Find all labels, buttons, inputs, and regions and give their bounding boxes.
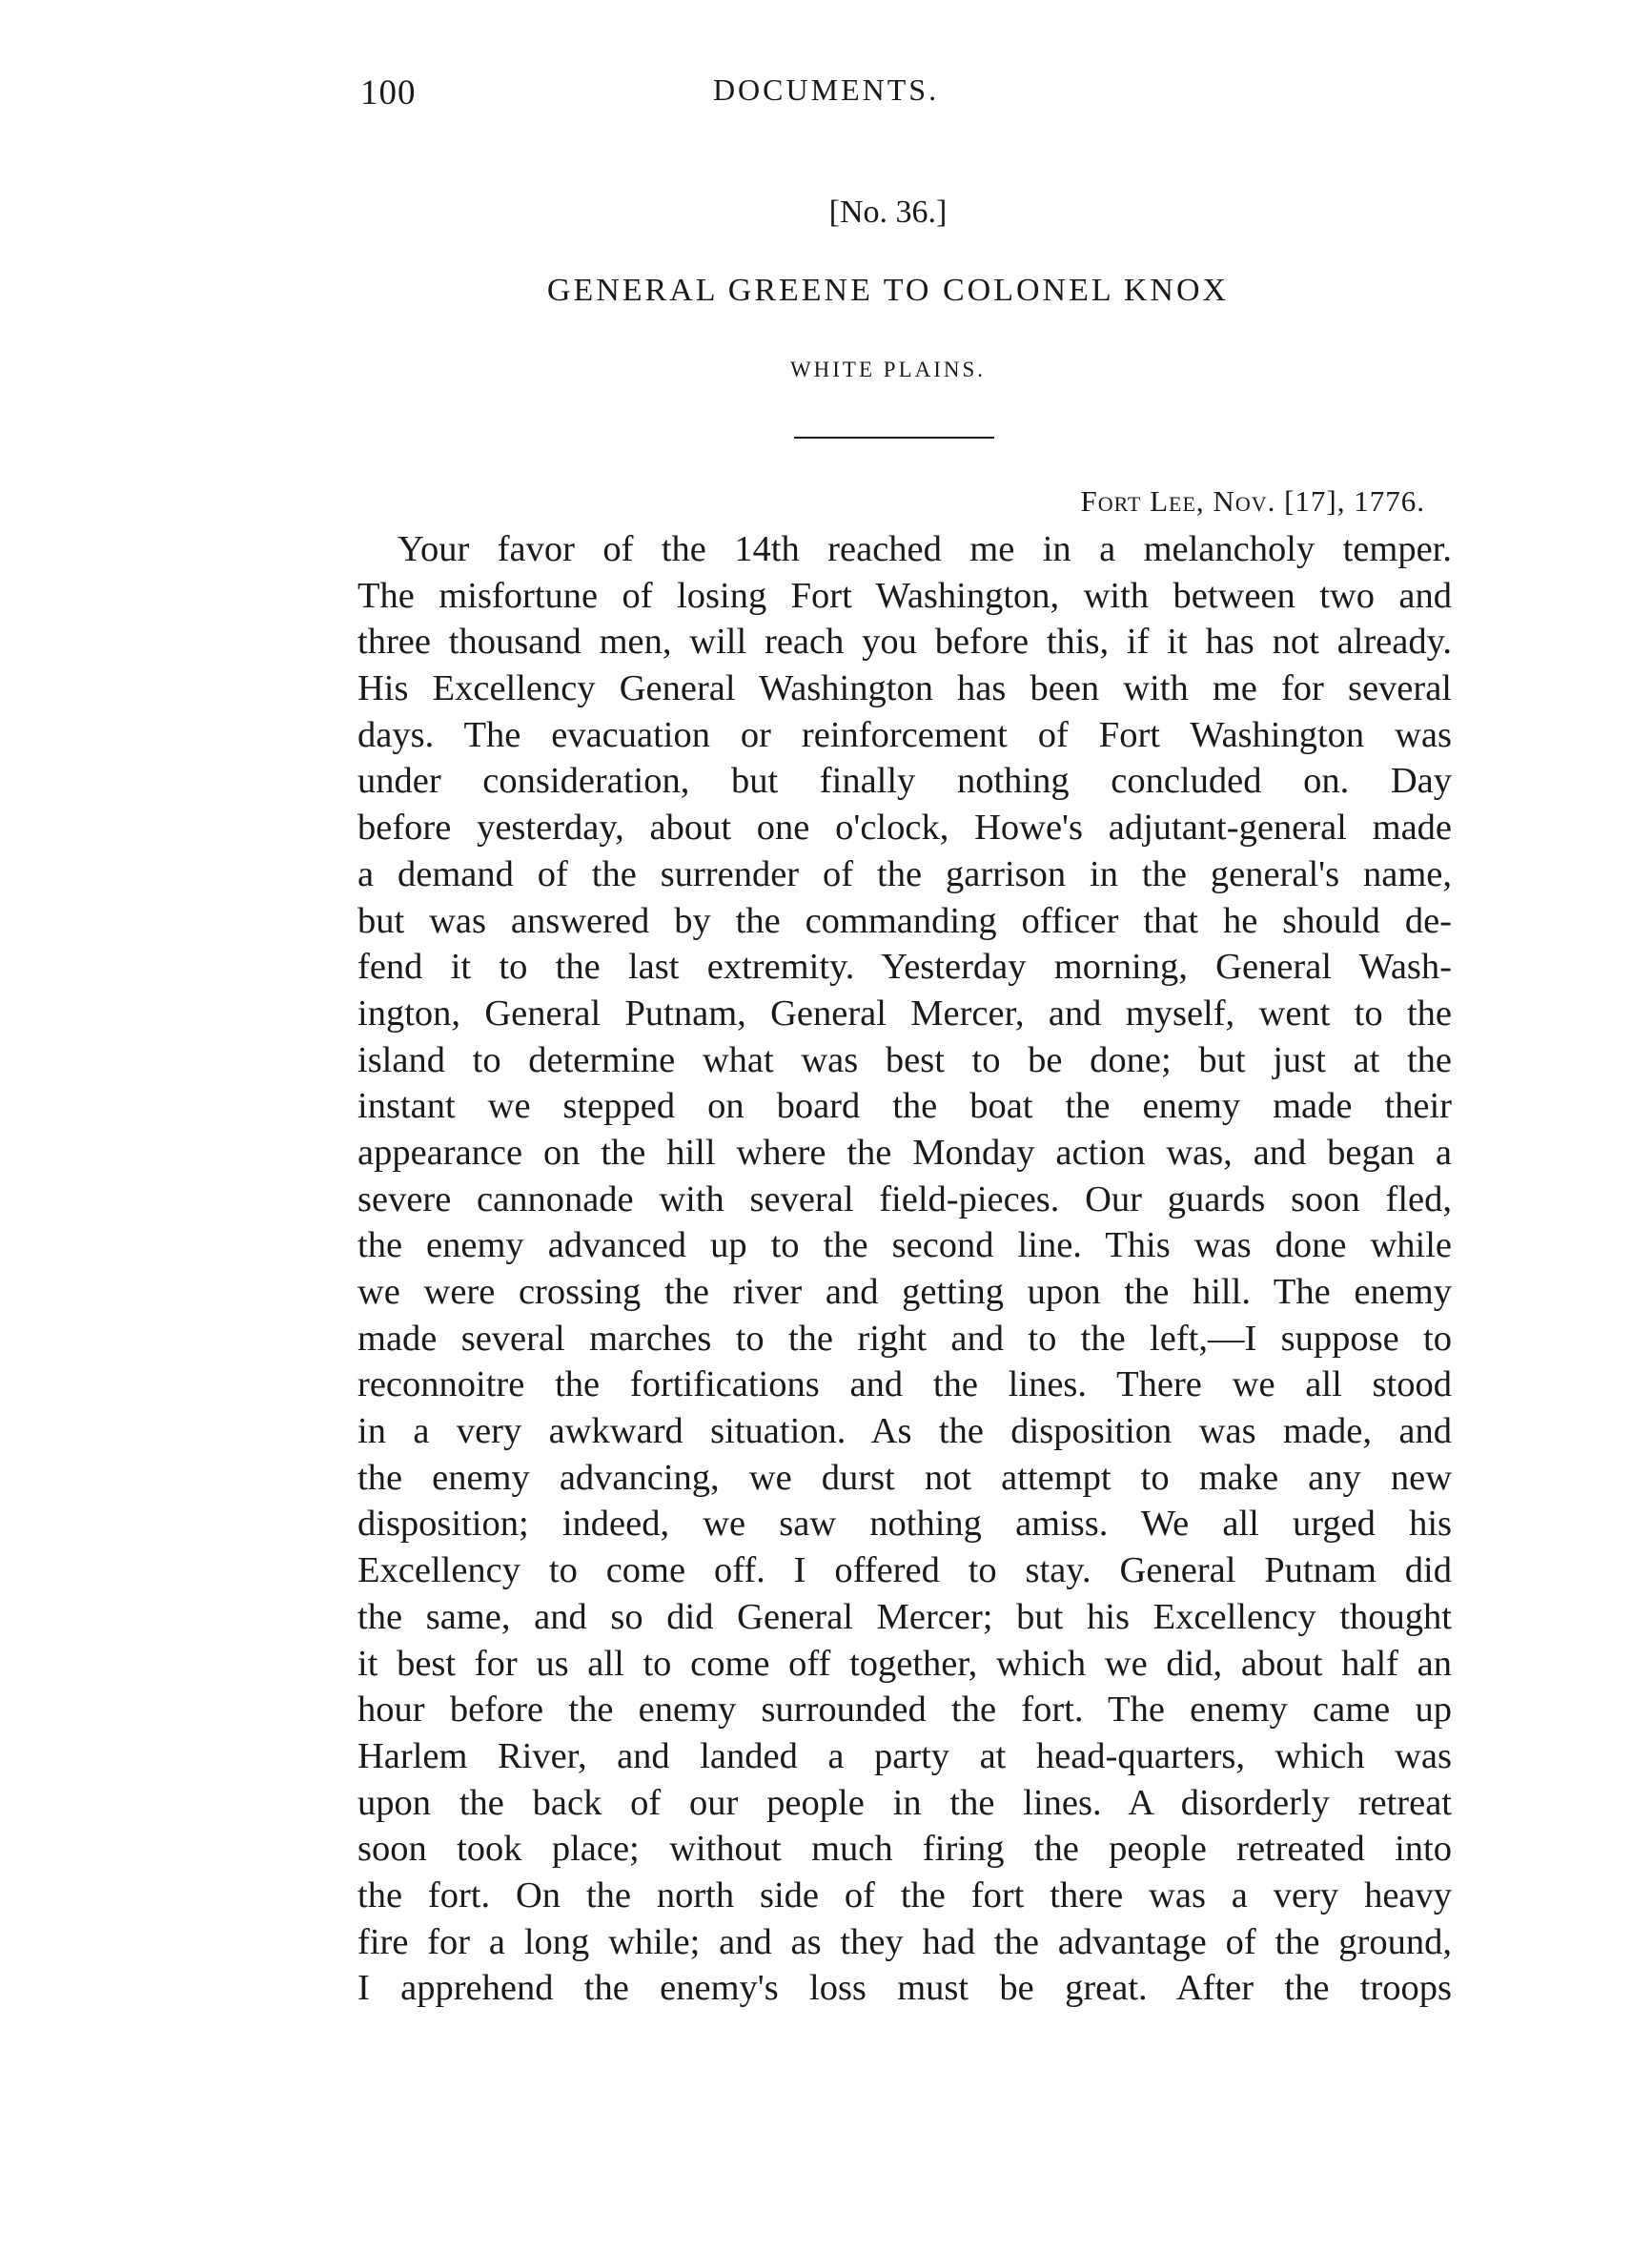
body-line: His Excellency General Washington has been with me for several	[357, 668, 1452, 709]
body-line: reconnoitre the fortifications and the lines. There we all stood	[357, 1364, 1452, 1405]
body-line: the enemy advancing, we durst not attempt to make any new	[357, 1457, 1452, 1498]
body-line: fire for a long while; and as they had the advantage of the ground,	[357, 1921, 1452, 1962]
dateline: Fort Lee, Nov. [17], 1776.	[1080, 484, 1425, 518]
body-line: but was answered by the commanding officer that he should de-	[357, 900, 1452, 941]
body-line: Harlem River, and landed a party at head-quarters, which was	[357, 1735, 1452, 1776]
body-line: it best for us all to come off together, which we did, about half an	[357, 1643, 1452, 1684]
body-line: a demand of the surrender of the garrison in the general's name,	[357, 853, 1452, 894]
body-line: fend it to the last extremity. Yesterday morning, General Wash-	[357, 947, 1452, 988]
page-number: 100	[360, 73, 417, 113]
body-line: upon the back of our people in the lines. A disorderly retreat	[357, 1782, 1452, 1823]
body-line: Excellency to come off. I offered to stay. General Putnam did	[357, 1550, 1452, 1591]
body-line: I apprehend the enemy's loss must be great. After the troops	[357, 1968, 1452, 2009]
body-line: soon took place; without much firing the people retreated into	[357, 1829, 1452, 1870]
body-line: made several marches to the right and to the left,—I suppose to	[357, 1318, 1452, 1359]
body-line: days. The evacuation or reinforcement of Fort Washington was	[357, 714, 1452, 755]
running-head: DOCUMENTS.	[712, 72, 940, 107]
body-line: before yesterday, about one o'clock, Howe's adjutant-general made	[357, 808, 1452, 849]
body-line: instant we stepped on board the boat the enemy made their	[357, 1086, 1452, 1127]
body-line: appearance on the hill where the Monday action was, and began a	[357, 1132, 1452, 1173]
body-line: Your favor of the 14th reached me in a melancholy temper.	[398, 529, 1452, 569]
body-line: severe cannonade with several field-pieces. Our guards soon fled,	[357, 1178, 1452, 1219]
document-number: [No. 36.]	[828, 195, 948, 230]
title-divider-rule	[794, 437, 994, 439]
letter-body	[357, 526, 1452, 2012]
body-line: under consideration, but finally nothing concluded on. Day	[357, 761, 1452, 802]
document-title: GENERAL GREENE TO COLONEL KNOX	[546, 273, 1230, 308]
body-line: we were crossing the river and getting upon the hill. The enemy	[357, 1272, 1452, 1312]
body-line: the fort. On the north side of the fort there was a very heavy	[357, 1874, 1452, 1915]
body-line: ington, General Putnam, General Mercer, and myself, went to the	[357, 993, 1452, 1034]
body-line: island to determine what was best to be done; but just at the	[357, 1039, 1452, 1080]
body-line: disposition; indeed, we saw nothing amiss. We all urged his	[357, 1504, 1452, 1545]
body-line: in a very awkward situation. As the disposition was made, and	[357, 1411, 1452, 1452]
document-subtitle: WHITE PLAINS.	[789, 358, 987, 381]
body-line: the enemy advanced up to the second line. This was done while	[357, 1225, 1452, 1266]
body-line: The misfortune of losing Fort Washington, with between two and	[357, 575, 1452, 616]
body-line: hour before the enemy surrounded the fort. The enemy came up	[357, 1690, 1452, 1731]
body-line: the same, and so did General Mercer; but his Excellency thought	[357, 1596, 1452, 1637]
body-line: three thousand men, will reach you before this, if it has not already.	[357, 622, 1452, 663]
